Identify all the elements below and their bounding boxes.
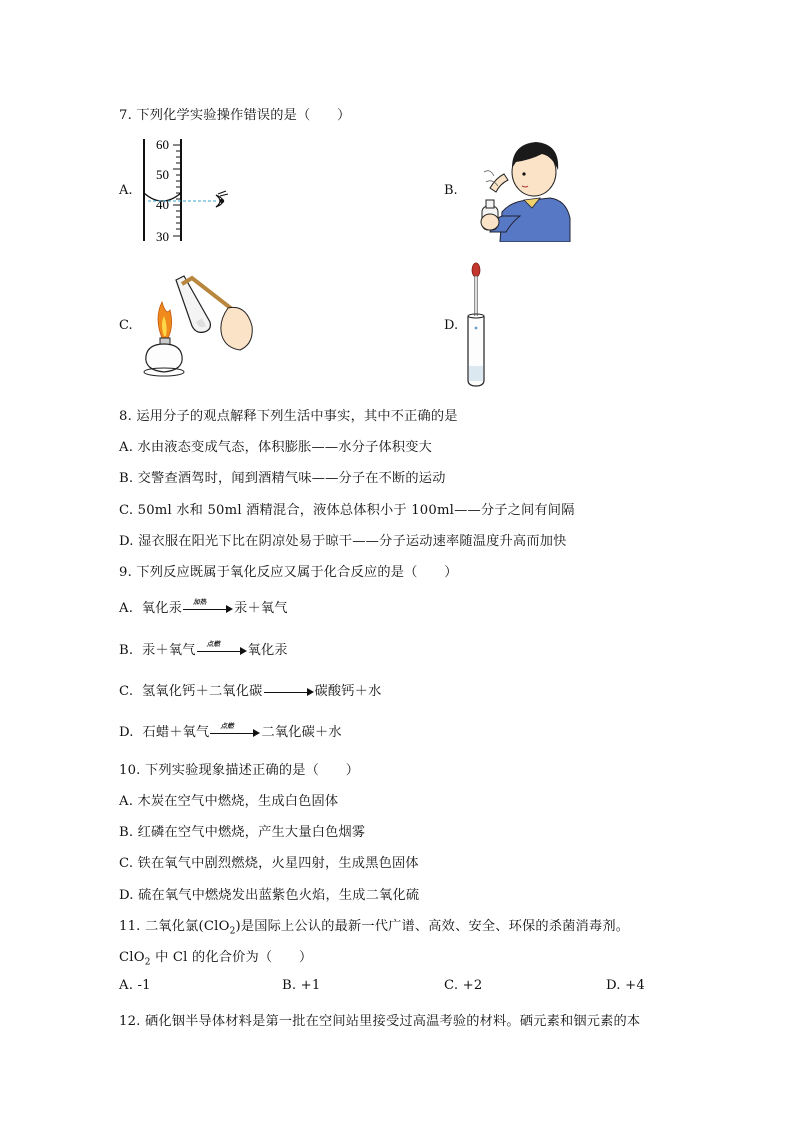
reaction-arrow-icon [264, 686, 314, 698]
dropper-test-tube-figure [462, 262, 492, 388]
q10-stem: 10. 下列实验现象描述正确的是（ ） [119, 763, 360, 778]
cylinder-tick-60: 60 [156, 137, 169, 152]
q9-option-a-label: A. [119, 601, 134, 616]
q7-option-b-label: B. [444, 183, 458, 198]
reaction-condition: 加热 [193, 597, 207, 606]
q10-option-a: A. 木炭在空气中燃烧，生成白色固体 [119, 794, 339, 809]
q9-option-a-products: 汞＋氧气 [234, 601, 288, 616]
q12-stem: 12. 硒化铟半导体材料是第一批在空间站里接受过高温考验的材料。硒元素和铟元素的本 [119, 1014, 641, 1029]
q10-option-d: D. 硫在氧气中燃烧发出蓝紫色火焰，生成二氧化硫 [119, 888, 420, 903]
q7-option-c-label: C. [119, 318, 133, 333]
q9-option-b-reactants: 汞＋氧气 [142, 643, 196, 658]
cylinder-tick-40: 40 [156, 197, 169, 212]
q9-option-c-label: C. [119, 684, 134, 699]
reaction-arrow-icon [197, 639, 247, 657]
q8-option-a: A. 水由液态变成气态，体积膨胀——水分子体积变大 [119, 440, 433, 455]
q8-stem: 8. 运用分子的观点解释下列生活中事实，其中不正确的是 [119, 409, 458, 424]
q11-option-c: C. +2 [444, 978, 483, 993]
q9-stem: 9. 下列反应既属于氧化反应又属于化合反应的是（ ） [119, 565, 458, 580]
q9-option-b-label: B. [119, 643, 134, 658]
q8-option-d: D. 湿衣服在阳光下比在阴凉处易于晾干——分子运动速率随温度升高而加快 [119, 534, 567, 549]
graduated-cylinder-reading-figure [136, 133, 246, 245]
q9-option-c-products: 碳酸钙＋水 [314, 684, 382, 699]
heating-test-tube-figure [136, 274, 254, 380]
q9-option-a [119, 597, 288, 616]
q9-option-d-products: 二氧化碳＋水 [261, 725, 342, 740]
reaction-arrow-icon [183, 597, 233, 615]
boy-smelling-bottle-figure [472, 138, 572, 242]
cylinder-tick-50: 50 [156, 167, 169, 182]
reaction-condition: 点燃 [206, 639, 221, 648]
q11-stem: 11. 二氧化氯(ClO$_2$)是国际上公认的最新一代广谱、高效、安全、环保的杀菌消毒剂。 [119, 919, 630, 937]
q10-option-c: C. 铁在氧气中剧烈燃烧，火星四射，生成黑色固体 [119, 856, 419, 871]
q7-option-a-label: A. [119, 183, 133, 198]
q9-option-c-reactants: 氢氧化钙＋二氧化碳 [142, 684, 263, 699]
q9-option-c [119, 680, 381, 699]
q9-option-d-reactants: 石蜡＋氧气 [142, 725, 210, 740]
q9-option-b-products: 氧化汞 [247, 643, 288, 658]
reaction-condition: 点燃 [220, 721, 234, 730]
q9-option-b [119, 639, 288, 658]
q9-option-d-label: D. [119, 725, 134, 740]
q8-option-b: B. 交警查酒驾时，闻到酒精气味——分子在不断的运动 [119, 471, 446, 486]
q7-option-d-label: D. [444, 318, 459, 333]
q10-option-b: B. 红磷在空气中燃烧，产生大量白色烟雾 [119, 825, 366, 840]
q7-stem: 7. 下列化学实验操作错误的是（ ） [119, 108, 351, 123]
reaction-arrow-icon [210, 721, 260, 739]
q11-option-b: B. +1 [282, 978, 321, 993]
cylinder-tick-30: 30 [156, 229, 169, 244]
q11-option-d: D. +4 [606, 978, 645, 993]
q11-question: ClO$_2$ 中 Cl 的化合价为（ ） [119, 950, 313, 968]
q11-option-a: A. -1 [119, 978, 151, 993]
q8-option-c: C. 50ml 水和 50ml 酒精混合，液体总体积小于 100ml——分子之间有间隔 [119, 503, 575, 518]
q9-option-a-reactants: 氧化汞 [141, 601, 183, 616]
q9-option-d [119, 721, 342, 740]
